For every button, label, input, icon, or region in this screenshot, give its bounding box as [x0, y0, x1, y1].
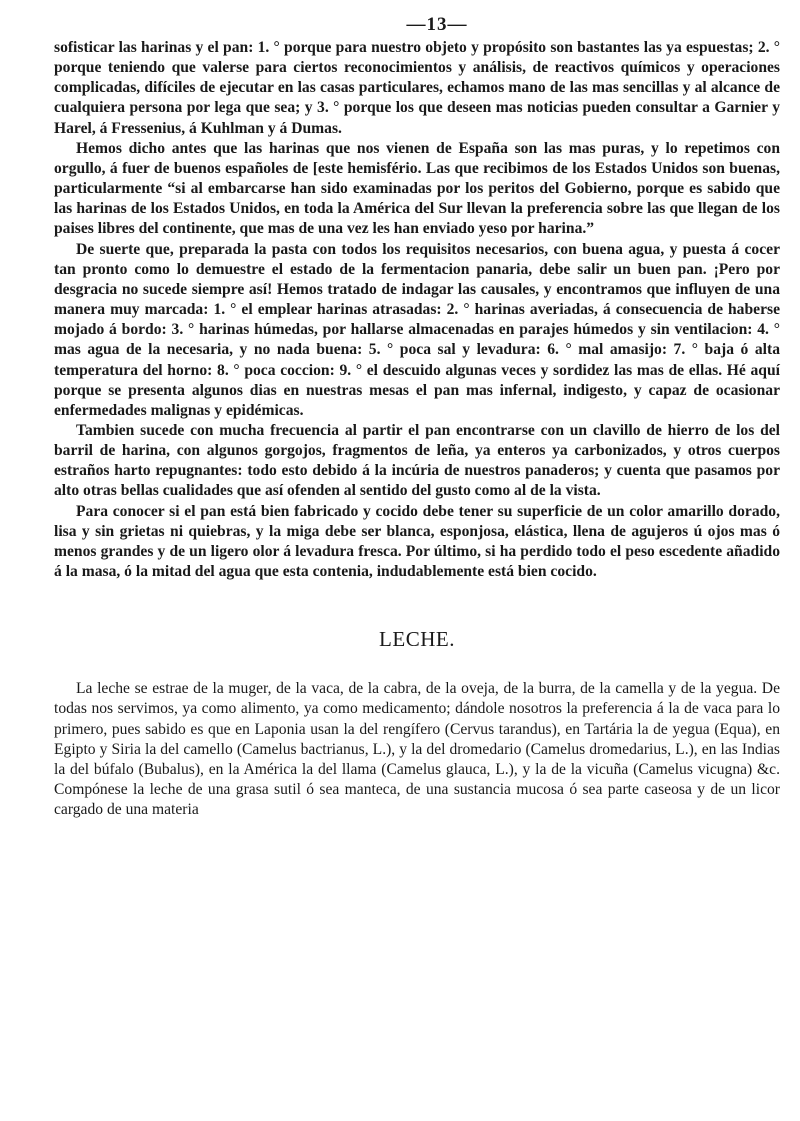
paragraph-2: Hemos dicho antes que las harinas que nos vienen de España son las mas puras, y lo repetimos con orgullo, á fuer de buenos españoles de [este hemisfério. Las que recibimos de los Estados Unidos son buenas, particularmente “si al embarcarse han sido examinadas por los peritos del Gobierno, porque es sabido que las harinas de los Estados Unidos, en toda la América del Sur llevan la preferencia sobre las que llegan de los paises libres del continente, que mas de una vez les han enviado yeso por harina.”: [54, 139, 780, 238]
paragraph-leche: La leche se estrae de la muger, de la vaca, de la cabra, de la oveja, de la burra, de la camella y de la yegua. De todas nos servimos, ya como alimento, ya como medicamento; dándole nosotros la preferencia á la de vaca para lo primero, pues sabido es que en Laponia usan la del rengífero (Cervus tarandus), en Tartária la de yegua (Equa), en Egipto y Siria la del camello (Camelus bactrianus, L.), y la del dromedario (Camelus dromedarius, L.), en las Indias la del búfalo (Bubalus), en la América la del llama (Camelus glauca, L.), y la de la vicuña (Camelus vicugna) &c. Compónese la leche de una grasa sutil ó sea manteca, de una sustancia mucosa ó sea parte caseosa y de un licor cargado de una materia: [54, 680, 780, 819]
paragraph-5: Para conocer si el pan está bien fabricado y cocido debe tener su superficie de un color amarillo dorado, lisa y sin grietas ni quiebras, y la miga debe ser blanca, esponjosa, elástica, llena de agujeros ú ojos mas ó menos grandes y de un ligero olor á levadura fresca. Por último, si ha perdido todo el peso escedente añadido á la masa, ó la mitad del agua que esta contenia, indudablemente está bien cocido.: [54, 502, 780, 581]
page-number: —13—: [406, 14, 468, 35]
paragraph-3: De suerte que, preparada la pasta con todos los requisitos necesarios, con buena agua, y puesta á cocer tan pronto como lo demuestre el estado de la fermentacion panaria, debe salir un buen pan. ¡Pero por desgracia no sucede siempre así! Hemos tratado de indagar las causales, y encontramos que influyen de una manera muy marcada: 1. ° el emplear harinas atrasadas: 2. ° harinas averiadas, á consecuencia de haberse mojado á bordo: 3. ° harinas húmedas, por hallarse almacenadas en parajes húmedos y sin ventilacion: 4. ° mas agua de la necesaria, y no nada buena: 5. ° poca sal y levadura: 6. ° mal amasijo: 7. ° baja ó alta temperatura del horno: 8. ° poca coccion: 9. ° el descuido algunas veces y sordidez las mas de ellas. Hé aquí porque se presenta algunos dias en nuestras mesas el pan mas infernal, indigesto, y capaz de ocasionar enfermedades malignas y epidémicas.: [54, 240, 780, 419]
paragraph-4: Tambien sucede con mucha frecuencia al partir el pan encontrarse con un clavillo de hierro de los del barril de harina, con algunos gorgojos, fragmentos de leña, ya enteros ya carbonizados, y otros cuerpos estraños harto repugnantes: todo esto debido á la incúria de nuestros panaderos; y cuenta que pasamos por alto otras bellas cualidades que así ofenden al sentido del gusto como al de la vista.: [54, 421, 780, 500]
paragraph-1: sofisticar las harinas y el pan: 1. ° porque para nuestro objeto y propósito son bastantes las ya espuestas; 2. ° porque teniendo que valerse para ciertos reconocimientos y análisis, de reactivos químicos y operaciones complicadas, difíciles de ejecutar en las casas particulares, echamos mano de las mas sencillas y al alcance de cualquiera persona por lega que sea; y 3. ° porque los que deseen mas noticias pueden consultar a Garnier y Harel, á Fressenius, á Kuhlman y á Dumas.: [54, 39, 780, 137]
section-title: LECHE.: [379, 627, 455, 652]
